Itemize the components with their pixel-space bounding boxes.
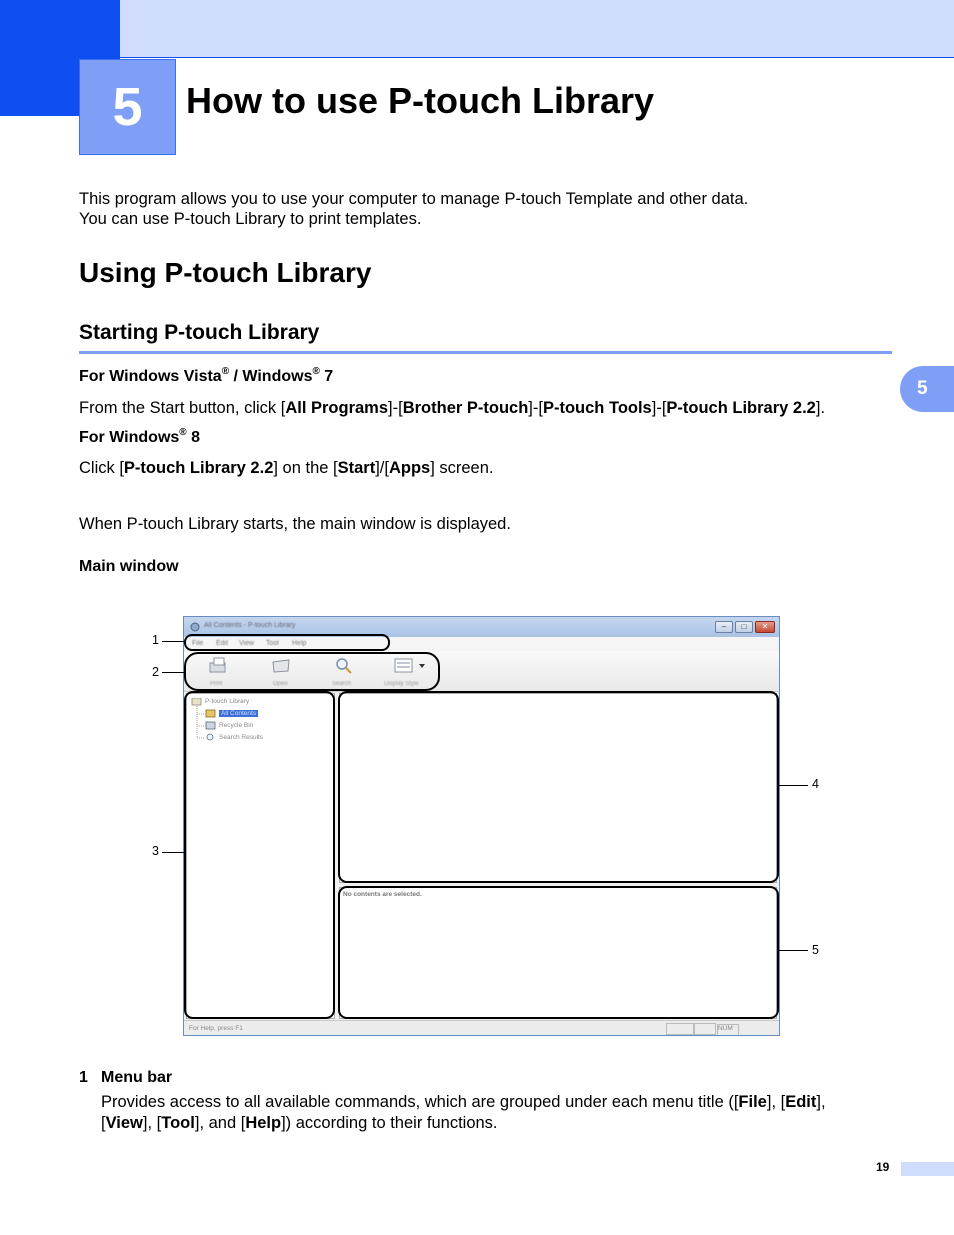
chapter-title: How to use P-touch Library bbox=[186, 80, 655, 121]
footer-bar bbox=[901, 1162, 954, 1176]
status-num: NUM bbox=[717, 1024, 739, 1036]
callout-outline-folder-pane bbox=[184, 691, 335, 1019]
callout-line-4 bbox=[779, 785, 808, 786]
toolbar-search-label: Search bbox=[332, 681, 352, 687]
menu-view[interactable]: View bbox=[239, 640, 255, 647]
close-button[interactable]: ✕ bbox=[755, 621, 775, 633]
status-cell bbox=[694, 1023, 716, 1035]
status-cell bbox=[666, 1023, 694, 1035]
callout-outline-toolbar bbox=[184, 652, 440, 691]
starts-text: When P-touch Library starts, the main window is displayed. bbox=[79, 515, 511, 533]
menu-tool[interactable]: Tool bbox=[266, 640, 279, 647]
status-bar bbox=[184, 1020, 779, 1036]
win8-label: For Windows® 8 bbox=[79, 427, 201, 446]
callout-number-5: 5 bbox=[812, 943, 819, 957]
header-rule bbox=[120, 57, 954, 58]
menu-help[interactable]: Help bbox=[292, 640, 307, 647]
menu-file[interactable]: File bbox=[192, 640, 204, 647]
callout-outline-menu-bar bbox=[184, 634, 390, 651]
callout-number-1: 1 bbox=[152, 633, 159, 647]
tree-root[interactable]: P-touch Library bbox=[205, 698, 250, 705]
intro-line-2: You can use P-touch Library to print templates. bbox=[79, 210, 422, 228]
subsection-rule bbox=[79, 351, 892, 354]
intro-line-1: This program allows you to use your computer to manage P-touch Template and other data. bbox=[79, 190, 749, 208]
tree-all-contents[interactable]: All Contents bbox=[221, 710, 257, 717]
subsection-heading: Starting P-touch Library bbox=[79, 321, 320, 344]
window-title: All Contents - P-touch Library bbox=[204, 622, 296, 629]
no-contents-text: No contents are selected. bbox=[343, 891, 422, 898]
vista7-instructions: From the Start button, click [All Programs]-[Brother P-touch]-[P-touch Tools]-[P-touch Library 2.2]. bbox=[79, 399, 826, 417]
callout-outline-list-pane bbox=[338, 691, 779, 883]
app-icon bbox=[190, 622, 200, 632]
callout-number-3: 3 bbox=[152, 844, 159, 858]
callout-outline-preview-pane bbox=[338, 886, 779, 1019]
callout-line-5 bbox=[779, 950, 808, 951]
vista7-label: For Windows Vista® / Windows® 7 bbox=[79, 366, 334, 385]
callout-number-2: 2 bbox=[152, 665, 159, 679]
callout-line-2 bbox=[162, 672, 184, 673]
maximize-button[interactable]: □ bbox=[735, 621, 753, 633]
item1-text-line-1: Provides access to all available commands, which are grouped under each menu title ([File], [Edit], bbox=[101, 1093, 826, 1111]
status-help-text: For Help, press F1 bbox=[189, 1025, 243, 1032]
tree-recycle-bin[interactable]: Recycle Bin bbox=[219, 722, 254, 729]
item1-number: 1 bbox=[79, 1069, 88, 1086]
minimize-button[interactable]: – bbox=[715, 621, 733, 633]
callout-line-1 bbox=[162, 641, 184, 642]
callout-line-3 bbox=[162, 852, 184, 853]
chapter-number-box: 5 bbox=[79, 59, 176, 155]
item1-title: Menu bar bbox=[101, 1069, 173, 1086]
toolbar-print-label: Print bbox=[210, 681, 223, 687]
menu-edit[interactable]: Edit bbox=[216, 640, 229, 647]
page-number: 19 bbox=[876, 1160, 890, 1174]
toolbar-display-style-label: Display Style bbox=[384, 681, 419, 687]
header-band bbox=[0, 0, 954, 58]
section-heading: Using P-touch Library bbox=[79, 257, 372, 288]
callout-number-4: 4 bbox=[812, 777, 819, 791]
item1-text-line-2: [View], [Tool], and [Help]) according to their functions. bbox=[101, 1114, 498, 1132]
chapter-side-tab: 5 bbox=[900, 366, 954, 412]
tree-search-results[interactable]: Search Results bbox=[219, 734, 264, 741]
main-window-heading: Main window bbox=[79, 558, 179, 575]
toolbar-open-label: Open bbox=[273, 681, 288, 687]
win8-instructions: Click [P-touch Library 2.2] on the [Start]/[Apps] screen. bbox=[79, 459, 494, 477]
